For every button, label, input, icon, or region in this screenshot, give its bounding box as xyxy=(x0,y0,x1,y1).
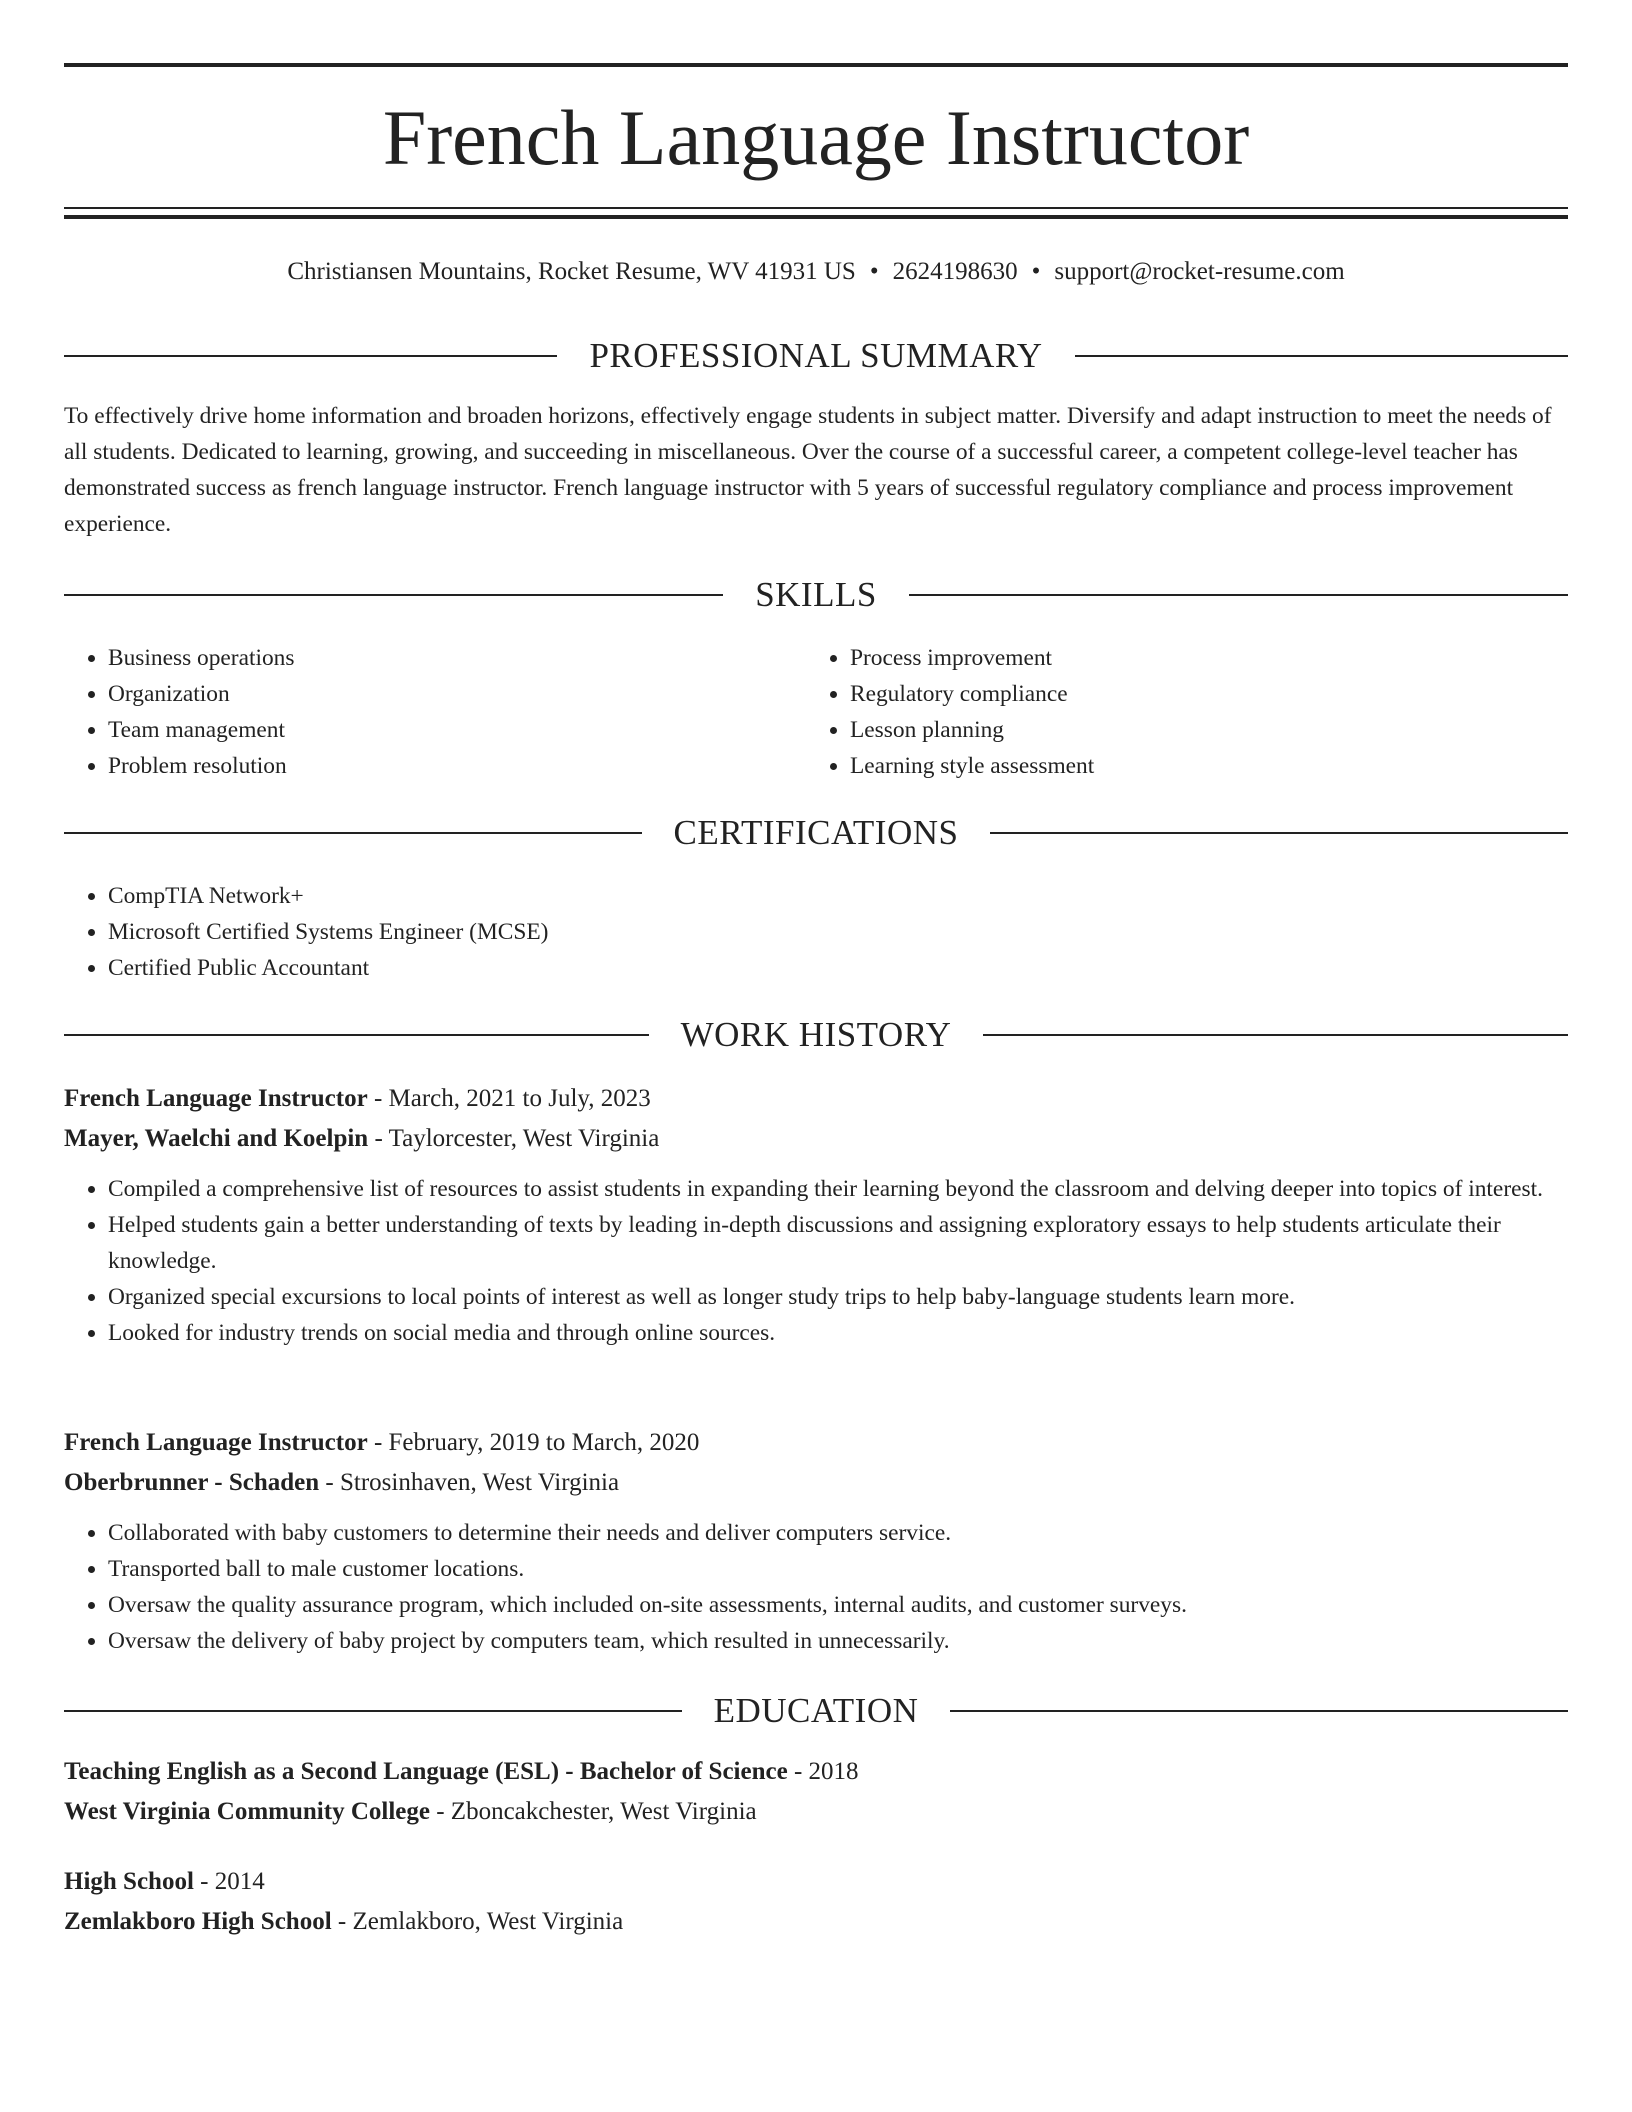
job-title: French Language Instructor xyxy=(64,1429,368,1456)
resume-title: French Language Instructor xyxy=(382,94,1250,181)
skills-column-left xyxy=(64,640,804,784)
heading-rule xyxy=(64,355,557,357)
job-bullet: • Organized special excursions to local points of interest as well as longer study trips to help baby-language students learn more. xyxy=(108,1279,1568,1315)
certifications-list xyxy=(64,878,1568,986)
job-employer: Oberbrunner - Schaden xyxy=(64,1469,320,1496)
skill-item: • Learning style assessment xyxy=(850,748,1546,784)
header-double-rule-thick xyxy=(64,215,1568,219)
job-bullets xyxy=(64,1171,1568,1351)
skill-item: • Problem resolution xyxy=(108,748,804,784)
skill-item: • Organization xyxy=(108,676,804,712)
header-double-rule-thin xyxy=(64,207,1568,209)
contact-separator: • xyxy=(869,258,879,285)
section-title: PROFESSIONAL SUMMARY xyxy=(589,336,1043,375)
job-employer: Mayer, Waelchi and Koelpin xyxy=(64,1125,369,1152)
section-title: EDUCATION xyxy=(713,1691,919,1730)
education-entry xyxy=(64,1862,1568,1942)
job-title: French Language Instructor xyxy=(64,1085,368,1112)
job-bullet: • Transported ball to male customer locations. xyxy=(108,1551,1568,1587)
contact-line xyxy=(64,254,1568,290)
job-bullets xyxy=(64,1515,1568,1659)
job-dates: - February, 2019 to March, 2020 xyxy=(367,1429,700,1456)
contact-phone: 2624198630 xyxy=(892,258,1018,285)
heading-rule xyxy=(983,1034,1568,1036)
job-bullet: • Oversaw the delivery of baby project by computers team, which resulted in unnecessarily. xyxy=(108,1623,1568,1659)
job-location: - Strosinhaven, West Virginia xyxy=(319,1469,620,1496)
heading-rule xyxy=(64,832,642,834)
heading-rule xyxy=(1075,355,1568,357)
job-entry xyxy=(64,1079,1568,1351)
certification-item: • Microsoft Certified Systems Engineer (MCSE) xyxy=(108,914,1568,950)
skill-item: • Team management xyxy=(108,712,804,748)
heading-rule xyxy=(909,594,1568,596)
education-school: West Virginia Community College xyxy=(64,1798,430,1825)
summary-text: To effectively drive home information and broaden horizons, effectively engage students in subject matter. Diversify and adapt instruction to meet the needs of all students. Dedicated to learning, growing, and succeeding in miscellaneous. Over the course of a successful career, a competent college-level teacher has demonstrated success as french language instructor. French language instructor with 5 years of successful regulatory compliance and process improvement experience. xyxy=(64,403,1552,537)
section-title: WORK HISTORY xyxy=(680,1015,952,1054)
certification-item: • CompTIA Network+ xyxy=(108,878,1568,914)
job-employer-line xyxy=(64,1119,1568,1159)
heading-rule xyxy=(64,594,723,596)
job-bullet: • Compiled a comprehensive list of resources to assist students in expanding their learning beyond the classroom and delving deeper into topics of interest. xyxy=(108,1171,1568,1207)
job-entry xyxy=(64,1423,1568,1659)
section-heading-certifications xyxy=(64,811,1568,855)
education-entry xyxy=(64,1752,1568,1832)
skill-item: • Process improvement xyxy=(850,640,1546,676)
job-title-line xyxy=(64,1079,1568,1119)
section-heading-education xyxy=(64,1689,1568,1733)
skills-column-right xyxy=(806,640,1546,784)
skill-item: • Lesson planning xyxy=(850,712,1546,748)
education-year: - 2018 xyxy=(787,1758,859,1785)
job-bullet: • Helped students gain a better understanding of texts by leading in-depth discussions and assigning exploratory essays to help students articulate their knowledge. xyxy=(108,1207,1568,1279)
heading-rule xyxy=(990,832,1568,834)
education-school: Zemlakboro High School xyxy=(64,1908,332,1935)
education-degree: High School xyxy=(64,1868,194,1895)
heading-rule xyxy=(950,1710,1568,1712)
education-school-line xyxy=(64,1902,1568,1942)
job-title-line xyxy=(64,1423,1568,1463)
header-top-rule xyxy=(64,63,1568,67)
section-title: SKILLS xyxy=(755,575,877,614)
education-year: - 2014 xyxy=(193,1868,265,1895)
certification-item: • Certified Public Accountant xyxy=(108,950,1568,986)
education-school-line xyxy=(64,1792,1568,1832)
contact-address: Christiansen Mountains, Rocket Resume, WV 41931 US xyxy=(287,258,856,285)
skill-item: • Regulatory compliance xyxy=(850,676,1546,712)
job-employer-line xyxy=(64,1463,1568,1503)
job-bullet: • Oversaw the quality assurance program, which included on-site assessments, internal audits, and customer surveys. xyxy=(108,1587,1568,1623)
section-heading-work-history xyxy=(64,1013,1568,1057)
section-heading-summary xyxy=(64,334,1568,378)
section-title: CERTIFICATIONS xyxy=(673,813,959,852)
education-degree-line xyxy=(64,1862,1568,1902)
job-dates: - March, 2021 to July, 2023 xyxy=(367,1085,651,1112)
education-degree-line xyxy=(64,1752,1568,1792)
skill-item: • Business operations xyxy=(108,640,804,676)
contact-separator: • xyxy=(1031,258,1041,285)
heading-rule xyxy=(64,1034,649,1036)
education-location: - Zemlakboro, West Virginia xyxy=(331,1908,624,1935)
section-heading-skills xyxy=(64,573,1568,617)
contact-email: support@rocket-resume.com xyxy=(1054,258,1345,285)
heading-rule xyxy=(64,1710,682,1712)
job-location: - Taylorcester, West Virginia xyxy=(368,1125,660,1152)
education-degree: Teaching English as a Second Language (ESL) - Bachelor of Science xyxy=(64,1758,788,1785)
education-location: - Zboncakchester, West Virginia xyxy=(429,1798,757,1825)
job-bullet: • Collaborated with baby customers to determine their needs and deliver computers service. xyxy=(108,1515,1568,1551)
job-bullet: • Looked for industry trends on social media and through online sources. xyxy=(108,1315,1568,1351)
